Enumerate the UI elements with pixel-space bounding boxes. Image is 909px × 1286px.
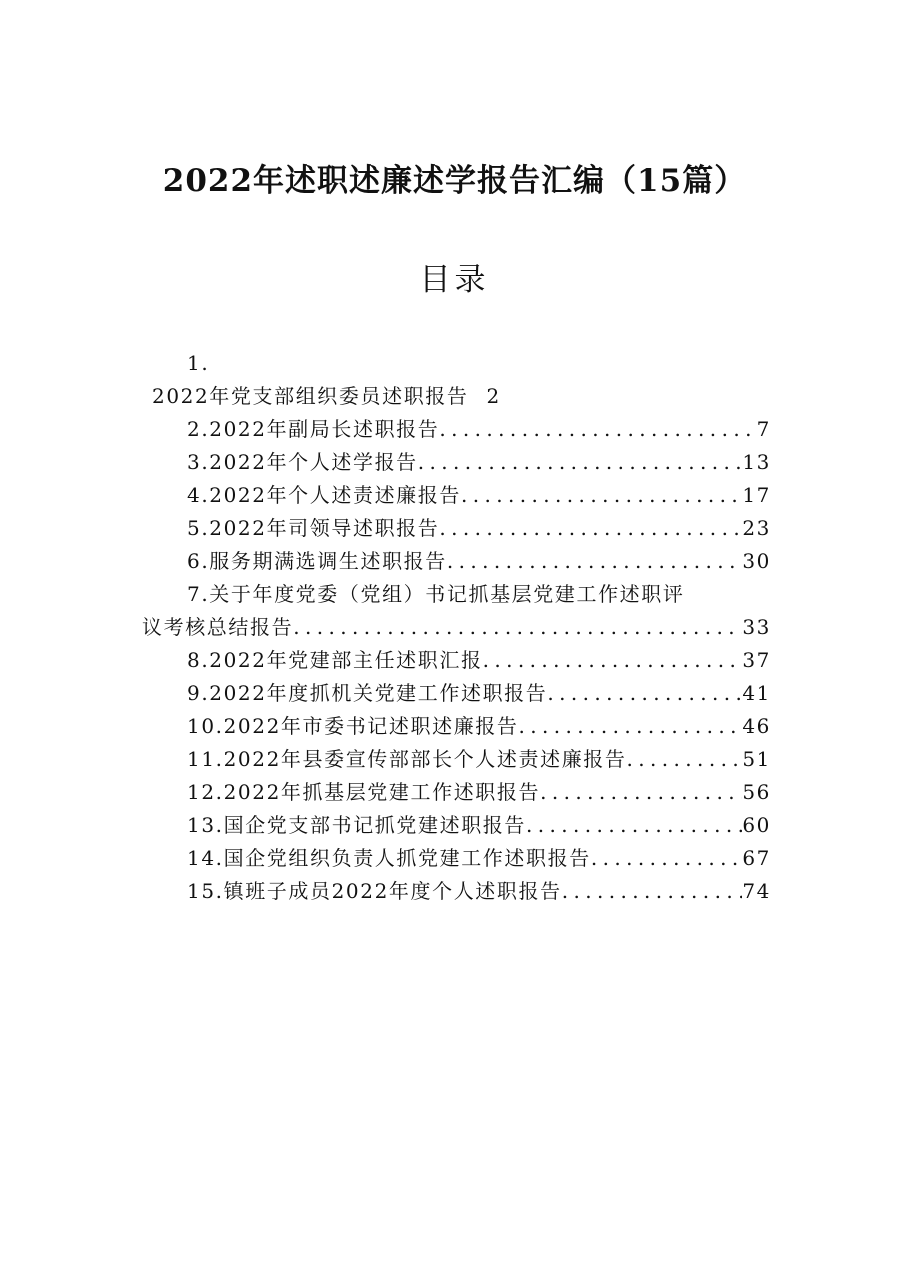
toc-entry-text: 议考核总结报告 bbox=[142, 615, 294, 639]
toc-entry-page: 51 bbox=[742, 747, 771, 771]
toc-entry-text: 3.2022年个人述学报告 bbox=[187, 450, 418, 474]
toc-entry-text: 10.2022年市委书记述职述廉报告 bbox=[187, 714, 519, 738]
toc-entry-text: 15.镇班子成员2022年度个人述职报告 bbox=[187, 879, 562, 903]
toc-leader bbox=[519, 710, 743, 743]
toc-heading: 目录 bbox=[419, 262, 490, 298]
toc-entry-11[interactable] bbox=[187, 743, 771, 776]
toc-entry-text: 11.2022年县委宣传部部长个人述责述廉报告 bbox=[187, 747, 627, 771]
toc-entry-text: 14.国企党组织负责人抓党建工作述职报告 bbox=[187, 846, 591, 870]
toc-entry-text: 4.2022年个人述责述廉报告 bbox=[187, 483, 461, 507]
toc-leader bbox=[547, 677, 742, 710]
toc-leader bbox=[439, 413, 756, 446]
toc-entry-page: 33 bbox=[742, 615, 771, 639]
toc-leader bbox=[562, 875, 743, 908]
toc-entry-page: 13 bbox=[742, 450, 771, 474]
toc-entry-14[interactable] bbox=[187, 842, 771, 875]
toc-entry-page: 56 bbox=[742, 780, 771, 804]
toc-entry-text: 5.2022年司领导述职报告 bbox=[187, 516, 440, 540]
toc-leader bbox=[627, 743, 743, 776]
toc-leader bbox=[461, 479, 742, 512]
document-title: 2022年述职述廉述学报告汇编（15篇） bbox=[162, 163, 747, 199]
toc-entry-9[interactable] bbox=[187, 677, 771, 710]
toc-entry-13[interactable] bbox=[187, 809, 771, 842]
toc-entry-page: 41 bbox=[742, 681, 771, 705]
toc-entry-page: 67 bbox=[742, 846, 771, 870]
toc-entry-5[interactable] bbox=[187, 512, 771, 545]
toc-leader bbox=[439, 512, 742, 545]
toc-entry-7-line1[interactable] bbox=[187, 578, 684, 611]
toc-entry-text: 13.国企党支部书记抓党建述职报告 bbox=[187, 813, 527, 837]
toc-entry-text: 9.2022年度抓机关党建工作述职报告 bbox=[187, 681, 548, 705]
toc-entry-text: 6.服务期满选调生述职报告 bbox=[187, 549, 447, 573]
toc-entry-page: 74 bbox=[742, 879, 771, 903]
toc-entry-1[interactable] bbox=[152, 380, 501, 413]
toc-leader bbox=[540, 776, 742, 809]
toc-leader bbox=[591, 842, 743, 875]
toc-entry-page: 46 bbox=[742, 714, 771, 738]
toc-entry-8[interactable] bbox=[187, 644, 771, 677]
toc-entry-1-number: 1. bbox=[187, 351, 210, 375]
toc-entry-page: 37 bbox=[742, 648, 771, 672]
toc-leader bbox=[483, 644, 743, 677]
toc-entry-6[interactable] bbox=[187, 545, 771, 578]
toc-entry-12[interactable] bbox=[187, 776, 771, 809]
toc-entry-10[interactable] bbox=[187, 710, 771, 743]
toc-entry-3[interactable] bbox=[187, 446, 771, 479]
toc-entry-page: 7 bbox=[756, 417, 771, 441]
toc-entry-text: 2.2022年副局长述职报告 bbox=[187, 417, 440, 441]
toc-entry-text: 8.2022年党建部主任述职汇报 bbox=[187, 648, 483, 672]
toc-entry-text: 12.2022年抓基层党建工作述职报告 bbox=[187, 780, 541, 804]
toc-entry-2[interactable] bbox=[187, 413, 771, 446]
toc-entry-page: 2 bbox=[486, 384, 501, 408]
toc-entry-text: 2022年党支部组织委员述职报告 bbox=[152, 384, 469, 408]
toc-entry-page: 17 bbox=[742, 483, 771, 507]
toc-entry-15[interactable] bbox=[187, 875, 771, 908]
toc-entry-text: 7.关于年度党委（党组）书记抓基层党建工作述职评 bbox=[187, 582, 685, 606]
toc-entry-page: 23 bbox=[742, 516, 771, 540]
toc-entry-page: 60 bbox=[742, 813, 771, 837]
toc-entry-7-line2[interactable] bbox=[142, 611, 771, 644]
toc-entry-4[interactable] bbox=[187, 479, 771, 512]
toc-leader bbox=[293, 611, 742, 644]
toc-leader bbox=[418, 446, 743, 479]
toc-leader bbox=[447, 545, 742, 578]
toc-leader bbox=[526, 809, 742, 842]
toc-entry-page: 30 bbox=[742, 549, 771, 573]
